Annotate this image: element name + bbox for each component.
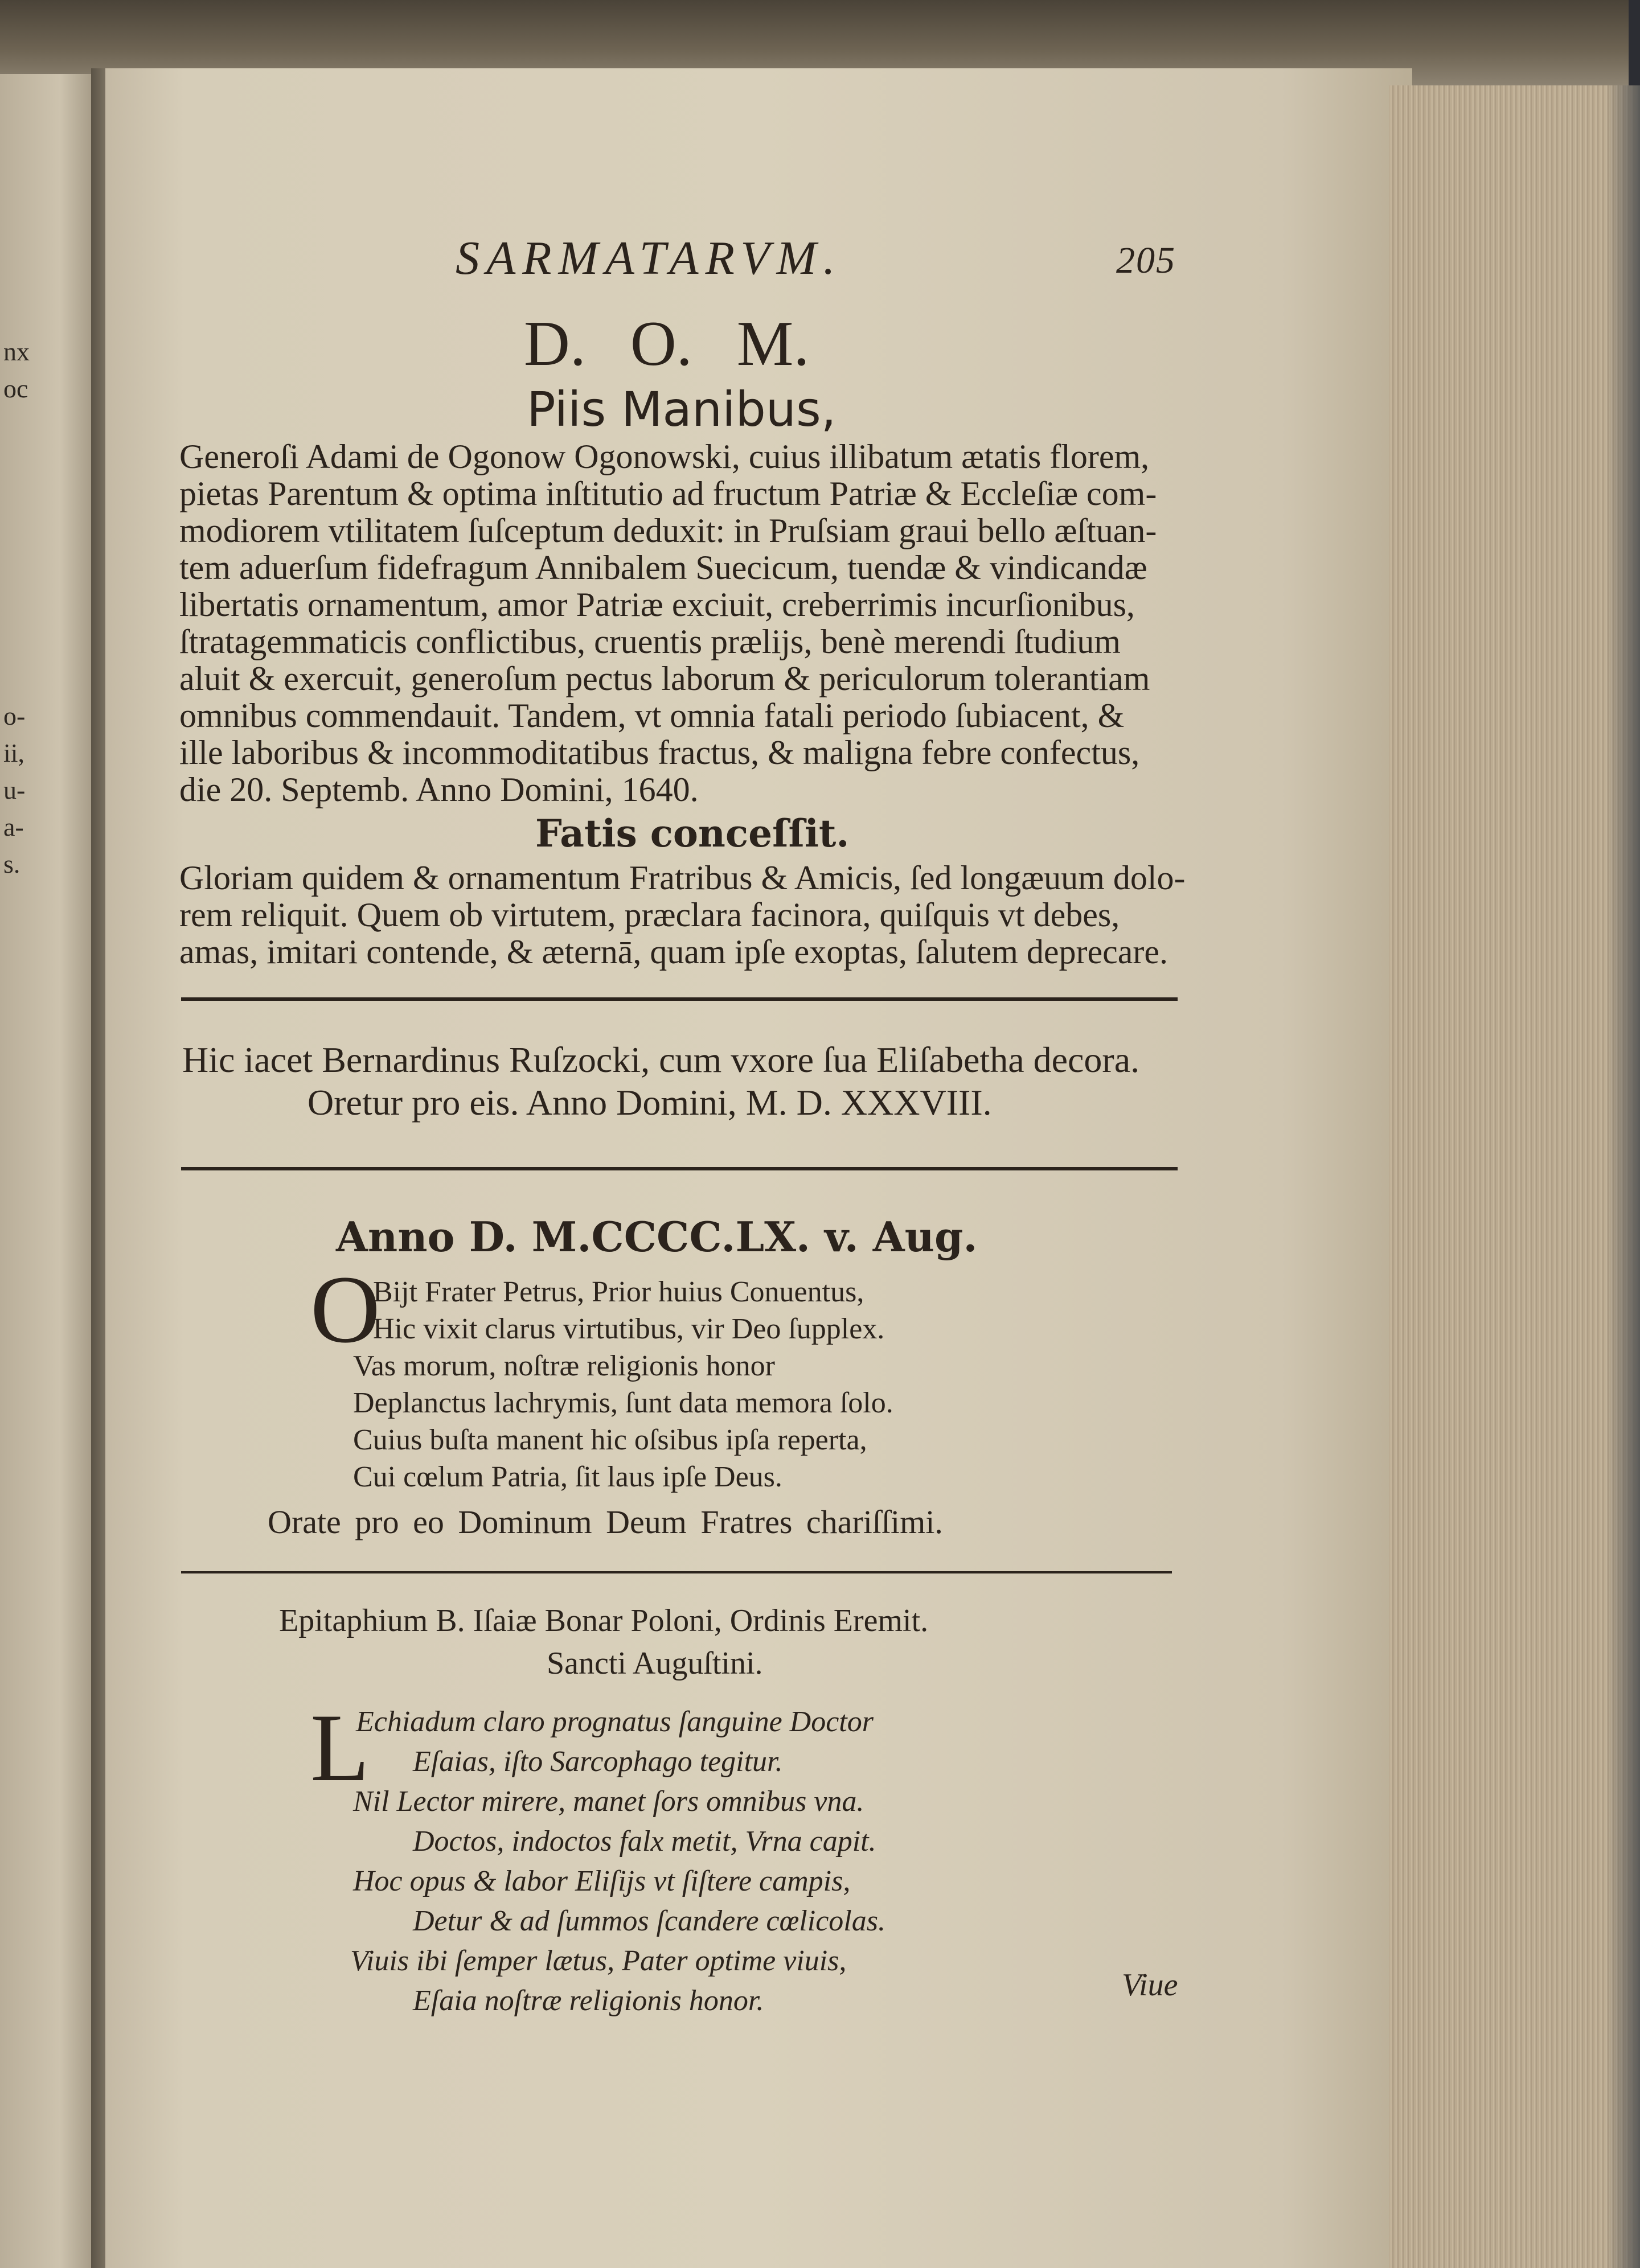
text-line: rem reliquit. Quem ob virtutem, præclara facinora, quiſquis vt debes,: [179, 896, 1120, 934]
left-page-edge: [0, 74, 100, 2268]
epitaph-3-title: Anno D. M.CCCC.LX. v. Aug.: [336, 1213, 978, 1261]
poem-line: Bijt Frater Petrus, Prior huius Conuentus,: [373, 1276, 864, 1308]
text-line: amas, imitari contende, & æternā, quam ipſe exoptas, ſalutem deprecare.: [179, 933, 1168, 971]
separator-rule: [181, 1167, 1178, 1170]
left-page-fragment: o-: [3, 701, 26, 730]
separator-rule: [181, 997, 1178, 1001]
text-line: Gloriam quidem & ornamentum Fratribus & Amicis, ſed longæuum dolo-: [179, 859, 1186, 897]
poem-line: Vas morum, noſtræ religionis honor: [353, 1350, 775, 1382]
text-line: ille laboribus & incommoditatibus fractus, & maligna febre confectus,: [179, 734, 1140, 771]
left-page-fragment: a-: [3, 812, 24, 841]
text-line: omnibus commendauit. Tandem, vt omnia fatali periodo ſubiacent, &: [179, 697, 1125, 734]
text-line: aluit & exercuit, generoſum pectus laborum & periculorum tolerantiam: [179, 660, 1150, 697]
text-line: libertatis ornamentum, amor Patriæ exciuit, creberrimis incurſionibus,: [179, 586, 1135, 623]
text-line: Generoſi Adami de Ogonow Ogonowski, cuius illibatum ætatis florem,: [179, 438, 1150, 475]
dom-heading: D. O. M.: [524, 309, 810, 379]
drop-cap: O: [310, 1256, 380, 1363]
left-page-fragment: u-: [3, 775, 26, 804]
text-line: ſtratagemmaticis conflictibus, cruentis prælijs, benè merendi ſtudium: [179, 623, 1121, 660]
poem-line: Echiadum claro prognatus ſanguine Doctor: [356, 1706, 874, 1738]
epitaph-4-title: Epitaphium B. Iſaiæ Bonar Poloni, Ordinis Eremit.: [279, 1603, 929, 1638]
catchword: Viue: [1122, 1967, 1178, 2003]
epitaph-4-title: Sancti Auguſtini.: [547, 1646, 763, 1681]
page-stack-edge: [1389, 85, 1640, 2268]
poem-line: Hoc opus & labor Eliſijs vt ſiſtere campis,: [353, 1865, 851, 1897]
epitaph-3-closing: Orate pro eo Dominum Deum Fratres chariſſimi.: [268, 1503, 943, 1540]
page-number: 205: [1116, 240, 1176, 281]
poem-line: Nil Lector mirere, manet ſors omnibus vna.: [353, 1785, 864, 1818]
separator-rule: [181, 1571, 1172, 1573]
poem-line: Doctos, indoctos falx metit, Vrna capit.: [413, 1825, 876, 1858]
left-page-fragment: ii,: [3, 738, 25, 767]
text-line: tem aduerſum fidefragum Annibalem Suecicum, tuendæ & vindicandæ: [179, 549, 1147, 586]
text-line: modiorem vtilitatem ſuſceptum deduxit: in Pruſsiam graui bello æſtuan-: [179, 512, 1157, 549]
poem-line: Hic vixit clarus virtutibus, vir Deo ſupplex.: [373, 1313, 885, 1345]
left-page-fragment: s.: [3, 849, 20, 878]
poem-line: Cui cœlum Patria, ſit laus ipſe Deus.: [353, 1461, 782, 1493]
poem-line: Deplanctus lachrymis, ſunt data memora ſolo.: [353, 1387, 893, 1419]
running-head: SARMATARVM.: [456, 232, 842, 285]
poem-line: Eſaias, iſto Sarcophago tegitur.: [413, 1745, 783, 1778]
left-page-fragment: oc: [3, 374, 28, 403]
epitaph-2-line: Hic iacet Bernardinus Ruſzocki, cum vxore ſua Eliſabetha decora.: [182, 1040, 1140, 1080]
left-page-fragment: nx: [3, 337, 30, 366]
drop-cap: L: [310, 1694, 370, 1801]
poem-line: Cuius buſta manent hic oſsibus ipſa reperta,: [353, 1424, 867, 1456]
text-line: die 20. Septemb. Anno Domini, 1640.: [179, 771, 699, 808]
epitaph-subtitle: Piis Manibus,: [527, 381, 837, 437]
text-line: pietas Parentum & optima inſtitutio ad fructum Patriæ & Eccleſiæ com-: [179, 475, 1157, 512]
epitaph-2-line: Oretur pro eis. Anno Domini, M. D. XXXVIII.: [308, 1082, 992, 1123]
poem-line: Eſaia noſtræ religionis honor.: [413, 1984, 764, 2017]
poem-line: Viuis ibi ſemper lætus, Pater optime viuis,: [350, 1945, 847, 1977]
poem-line: Detur & ad ſummos ſcandere cœlicolas.: [413, 1905, 885, 1937]
fatis-heading: Fatis conceſſit.: [535, 811, 850, 856]
